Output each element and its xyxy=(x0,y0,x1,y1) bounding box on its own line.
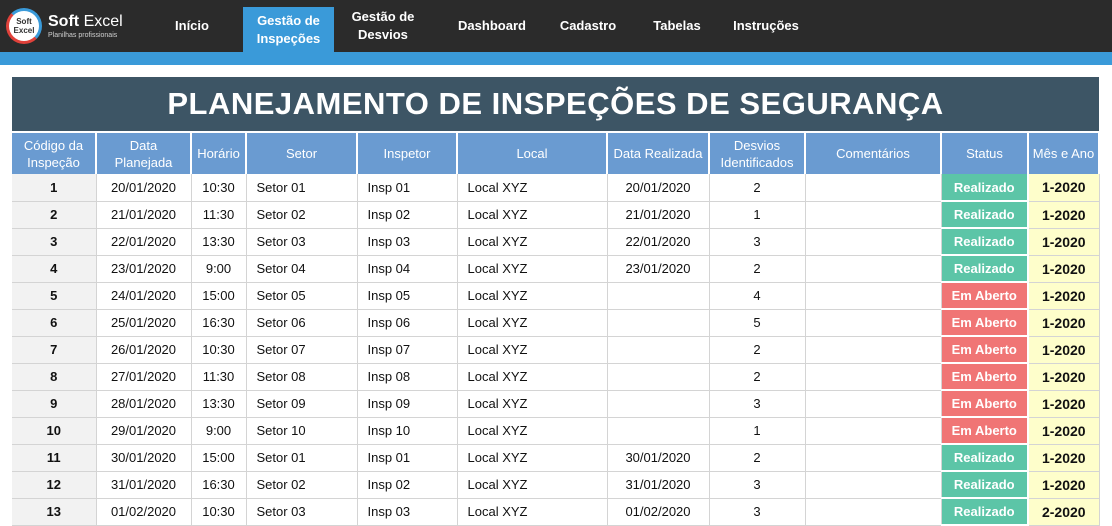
cell-data-realizada[interactable]: 22/01/2020 xyxy=(607,228,709,255)
cell-inspetor[interactable]: Insp 07 xyxy=(357,336,457,363)
table-header xyxy=(12,132,1099,174)
status-badge[interactable]: Em Aberto xyxy=(941,336,1028,363)
cell-local[interactable]: Local XYZ xyxy=(457,363,607,390)
table-row[interactable] xyxy=(12,417,1099,444)
cell-setor[interactable]: Setor 01 xyxy=(246,174,357,201)
cell-data-planejada[interactable]: 27/01/2020 xyxy=(96,363,191,390)
status-badge[interactable]: Em Aberto xyxy=(941,282,1028,309)
cell-data-planejada[interactable]: 20/01/2020 xyxy=(96,174,191,201)
cell-local[interactable]: Local XYZ xyxy=(457,174,607,201)
cell-local[interactable]: Local XYZ xyxy=(457,336,607,363)
cell-codigo[interactable]: 10 xyxy=(12,417,96,444)
column-header-setor[interactable]: Setor xyxy=(246,132,357,174)
cell-comentarios[interactable] xyxy=(805,282,941,309)
status-badge[interactable]: Realizado xyxy=(941,201,1028,228)
nav-gestao-de-desvios[interactable]: Gestão de Desvios xyxy=(351,9,415,42)
status-badge[interactable]: Realizado xyxy=(941,444,1028,471)
cell-data-planejada[interactable]: 21/01/2020 xyxy=(96,201,191,228)
cell-desvios[interactable]: 2 xyxy=(709,336,805,363)
cell-horario[interactable]: 13:30 xyxy=(191,228,246,255)
cell-codigo[interactable]: 2 xyxy=(12,201,96,228)
cell-local[interactable]: Local XYZ xyxy=(457,201,607,228)
cell-data-realizada[interactable]: 21/01/2020 xyxy=(607,201,709,228)
cell-horario[interactable]: 10:30 xyxy=(191,336,246,363)
cell-codigo[interactable]: 12 xyxy=(12,471,96,498)
cell-horario[interactable]: 10:30 xyxy=(191,498,246,525)
cell-desvios[interactable]: 2 xyxy=(709,174,805,201)
cell-setor[interactable]: Setor 04 xyxy=(246,255,357,282)
column-header-horario[interactable]: Horário xyxy=(191,132,246,174)
nav-inicio[interactable]: Início xyxy=(175,18,209,33)
cell-setor[interactable]: Setor 09 xyxy=(246,390,357,417)
cell-local[interactable]: Local XYZ xyxy=(457,282,607,309)
status-badge[interactable]: Em Aberto xyxy=(941,363,1028,390)
cell-desvios[interactable]: 3 xyxy=(709,228,805,255)
cell-local[interactable]: Local XYZ xyxy=(457,444,607,471)
column-header-data-planejada[interactable]: Data Planejada xyxy=(96,132,191,174)
status-badge[interactable]: Realizado xyxy=(941,471,1028,498)
cell-comentarios[interactable] xyxy=(805,255,941,282)
cell-codigo[interactable]: 1 xyxy=(12,174,96,201)
cell-desvios[interactable]: 1 xyxy=(709,417,805,444)
cell-inspetor[interactable]: Insp 04 xyxy=(357,255,457,282)
cell-mes-ano[interactable]: 1-2020 xyxy=(1028,309,1099,336)
column-header-comentarios[interactable]: Comentários xyxy=(805,132,941,174)
cell-horario[interactable]: 13:30 xyxy=(191,390,246,417)
cell-inspetor[interactable]: Insp 08 xyxy=(357,363,457,390)
cell-horario[interactable]: 11:30 xyxy=(191,201,246,228)
cell-comentarios[interactable] xyxy=(805,228,941,255)
cell-horario[interactable]: 15:00 xyxy=(191,444,246,471)
logo-icon: Soft Excel xyxy=(6,8,42,44)
cell-desvios[interactable]: 2 xyxy=(709,363,805,390)
cell-desvios[interactable]: 3 xyxy=(709,390,805,417)
cell-setor[interactable]: Setor 02 xyxy=(246,201,357,228)
cell-setor[interactable]: Setor 08 xyxy=(246,363,357,390)
cell-mes-ano[interactable]: 1-2020 xyxy=(1028,255,1099,282)
cell-local[interactable]: Local XYZ xyxy=(457,309,607,336)
cell-comentarios[interactable] xyxy=(805,417,941,444)
cell-mes-ano[interactable]: 1-2020 xyxy=(1028,201,1099,228)
soft-excel-logo[interactable] xyxy=(6,8,123,44)
cell-comentarios[interactable] xyxy=(805,444,941,471)
status-badge[interactable]: Realizado xyxy=(941,255,1028,282)
cell-comentarios[interactable] xyxy=(805,498,941,525)
cell-setor[interactable]: Setor 03 xyxy=(246,228,357,255)
table-row[interactable] xyxy=(12,336,1099,363)
cell-desvios[interactable]: 3 xyxy=(709,498,805,525)
column-header-mes-ano[interactable]: Mês e Ano xyxy=(1028,132,1099,174)
cell-data-realizada[interactable] xyxy=(607,363,709,390)
cell-local[interactable]: Local XYZ xyxy=(457,390,607,417)
cell-horario[interactable]: 16:30 xyxy=(191,309,246,336)
cell-data-realizada[interactable] xyxy=(607,309,709,336)
table-row[interactable] xyxy=(12,228,1099,255)
cell-codigo[interactable]: 7 xyxy=(12,336,96,363)
cell-data-realizada[interactable]: 01/02/2020 xyxy=(607,498,709,525)
cell-horario[interactable]: 10:30 xyxy=(191,174,246,201)
cell-comentarios[interactable] xyxy=(805,390,941,417)
cell-data-realizada[interactable] xyxy=(607,336,709,363)
cell-data-realizada[interactable] xyxy=(607,390,709,417)
cell-codigo[interactable]: 9 xyxy=(12,390,96,417)
cell-inspetor[interactable]: Insp 05 xyxy=(357,282,457,309)
cell-local[interactable]: Local XYZ xyxy=(457,255,607,282)
cell-horario[interactable]: 11:30 xyxy=(191,363,246,390)
column-header-data-realizada[interactable]: Data Realizada xyxy=(607,132,709,174)
nav-dashboard[interactable]: Dashboard xyxy=(458,18,526,33)
nav-tabelas[interactable]: Tabelas xyxy=(653,18,701,33)
cell-data-planejada[interactable]: 30/01/2020 xyxy=(96,444,191,471)
cell-codigo[interactable]: 11 xyxy=(12,444,96,471)
cell-mes-ano[interactable]: 1-2020 xyxy=(1028,282,1099,309)
cell-inspetor[interactable]: Insp 01 xyxy=(357,444,457,471)
cell-mes-ano[interactable]: 1-2020 xyxy=(1028,417,1099,444)
cell-comentarios[interactable] xyxy=(805,363,941,390)
cell-desvios[interactable]: 2 xyxy=(709,255,805,282)
cell-inspetor[interactable]: Insp 09 xyxy=(357,390,457,417)
cell-data-planejada[interactable]: 01/02/2020 xyxy=(96,498,191,525)
column-header-inspetor[interactable]: Inspetor xyxy=(357,132,457,174)
cell-inspetor[interactable]: Insp 10 xyxy=(357,417,457,444)
cell-desvios[interactable]: 2 xyxy=(709,444,805,471)
cell-mes-ano[interactable]: 1-2020 xyxy=(1028,444,1099,471)
cell-mes-ano[interactable]: 1-2020 xyxy=(1028,363,1099,390)
cell-setor[interactable]: Setor 02 xyxy=(246,471,357,498)
cell-inspetor[interactable]: Insp 03 xyxy=(357,498,457,525)
cell-local[interactable]: Local XYZ xyxy=(457,471,607,498)
cell-setor[interactable]: Setor 06 xyxy=(246,309,357,336)
cell-comentarios[interactable] xyxy=(805,174,941,201)
cell-data-realizada[interactable]: 20/01/2020 xyxy=(607,174,709,201)
cell-setor[interactable]: Setor 01 xyxy=(246,444,357,471)
cell-comentarios[interactable] xyxy=(805,471,941,498)
cell-data-planejada[interactable]: 26/01/2020 xyxy=(96,336,191,363)
cell-comentarios[interactable] xyxy=(805,309,941,336)
cell-comentarios[interactable] xyxy=(805,336,941,363)
nav-instrucoes[interactable]: Instruções xyxy=(733,18,799,33)
cell-data-realizada[interactable]: 23/01/2020 xyxy=(607,255,709,282)
cell-codigo[interactable]: 13 xyxy=(12,498,96,525)
cell-data-planejada[interactable]: 31/01/2020 xyxy=(96,471,191,498)
cell-local[interactable]: Local XYZ xyxy=(457,417,607,444)
cell-inspetor[interactable]: Insp 06 xyxy=(357,309,457,336)
status-badge[interactable]: Em Aberto xyxy=(941,390,1028,417)
cell-mes-ano[interactable]: 1-2020 xyxy=(1028,390,1099,417)
cell-data-realizada[interactable]: 30/01/2020 xyxy=(607,444,709,471)
cell-horario[interactable]: 16:30 xyxy=(191,471,246,498)
logo-brand: Soft Excel xyxy=(48,12,123,30)
accent-strip xyxy=(0,52,1112,65)
status-badge[interactable]: Em Aberto xyxy=(941,417,1028,444)
cell-local[interactable]: Local XYZ xyxy=(457,498,607,525)
cell-horario[interactable]: 15:00 xyxy=(191,282,246,309)
cell-mes-ano[interactable]: 1-2020 xyxy=(1028,471,1099,498)
cell-setor[interactable]: Setor 05 xyxy=(246,282,357,309)
nav-gestao-de-inspecoes[interactable]: Gestão de Inspeções xyxy=(243,7,334,52)
cell-setor[interactable]: Setor 10 xyxy=(246,417,357,444)
column-header-status[interactable]: Status xyxy=(941,132,1028,174)
cell-data-realizada[interactable]: 31/01/2020 xyxy=(607,471,709,498)
cell-data-realizada[interactable] xyxy=(607,417,709,444)
status-badge[interactable]: Realizado xyxy=(941,228,1028,255)
cell-data-planejada[interactable]: 29/01/2020 xyxy=(96,417,191,444)
table-row[interactable] xyxy=(12,471,1099,498)
cell-setor[interactable]: Setor 03 xyxy=(246,498,357,525)
cell-inspetor[interactable]: Insp 03 xyxy=(357,228,457,255)
cell-comentarios[interactable] xyxy=(805,201,941,228)
table-row[interactable] xyxy=(12,174,1099,201)
cell-inspetor[interactable]: Insp 02 xyxy=(357,471,457,498)
cell-mes-ano[interactable]: 1-2020 xyxy=(1028,336,1099,363)
cell-inspetor[interactable]: Insp 01 xyxy=(357,174,457,201)
cell-desvios[interactable]: 1 xyxy=(709,201,805,228)
cell-codigo[interactable]: 4 xyxy=(12,255,96,282)
status-badge[interactable]: Realizado xyxy=(941,498,1028,525)
column-header-codigo[interactable]: Código da Inspeção xyxy=(12,132,96,174)
page-title: PLANEJAMENTO DE INSPEÇÕES DE SEGURANÇA xyxy=(12,77,1099,131)
table-row[interactable] xyxy=(12,282,1099,309)
cell-codigo[interactable]: 6 xyxy=(12,309,96,336)
cell-mes-ano[interactable]: 2-2020 xyxy=(1028,498,1099,525)
cell-desvios[interactable]: 3 xyxy=(709,471,805,498)
cell-data-planejada[interactable]: 23/01/2020 xyxy=(96,255,191,282)
table-row[interactable] xyxy=(12,363,1099,390)
cell-mes-ano[interactable]: 1-2020 xyxy=(1028,174,1099,201)
cell-codigo[interactable]: 3 xyxy=(12,228,96,255)
inspection-sheet xyxy=(12,77,1099,526)
cell-mes-ano[interactable]: 1-2020 xyxy=(1028,228,1099,255)
status-badge[interactable]: Em Aberto xyxy=(941,309,1028,336)
table-row[interactable] xyxy=(12,390,1099,417)
cell-horario[interactable]: 9:00 xyxy=(191,255,246,282)
cell-data-planejada[interactable]: 28/01/2020 xyxy=(96,390,191,417)
column-header-desvios[interactable]: Desvios Identificados xyxy=(709,132,805,174)
cell-codigo[interactable]: 8 xyxy=(12,363,96,390)
top-navigation-bar xyxy=(0,0,1112,52)
cell-desvios[interactable]: 5 xyxy=(709,309,805,336)
cell-setor[interactable]: Setor 07 xyxy=(246,336,357,363)
logo-text xyxy=(48,13,123,40)
cell-inspetor[interactable]: Insp 02 xyxy=(357,201,457,228)
inspection-table xyxy=(12,131,1100,526)
cell-data-planejada[interactable]: 22/01/2020 xyxy=(96,228,191,255)
status-badge[interactable]: Realizado xyxy=(941,174,1028,201)
column-header-local[interactable]: Local xyxy=(457,132,607,174)
table-row[interactable] xyxy=(12,498,1099,525)
table-row[interactable] xyxy=(12,309,1099,336)
cell-data-planejada[interactable]: 24/01/2020 xyxy=(96,282,191,309)
cell-codigo[interactable]: 5 xyxy=(12,282,96,309)
table-row[interactable] xyxy=(12,201,1099,228)
table-row[interactable] xyxy=(12,444,1099,471)
cell-data-realizada[interactable] xyxy=(607,282,709,309)
cell-horario[interactable]: 9:00 xyxy=(191,417,246,444)
table-row[interactable] xyxy=(12,255,1099,282)
cell-data-planejada[interactable]: 25/01/2020 xyxy=(96,309,191,336)
cell-desvios[interactable]: 4 xyxy=(709,282,805,309)
cell-local[interactable]: Local XYZ xyxy=(457,228,607,255)
logo-tagline: Planilhas profissionais xyxy=(48,31,118,39)
nav-cadastro[interactable]: Cadastro xyxy=(559,18,617,33)
